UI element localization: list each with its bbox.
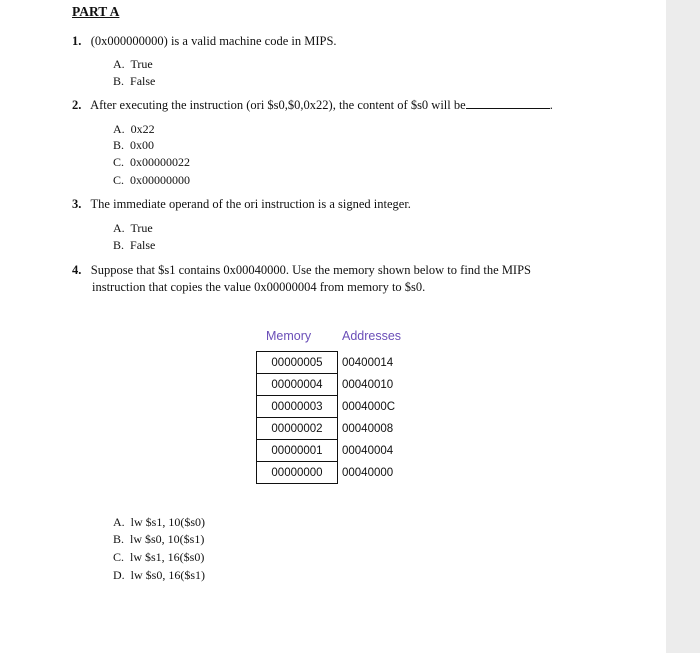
option [113,154,190,170]
question-number: 4. [72,263,82,277]
table-row [257,352,338,374]
option-text: 0x00000022 [130,155,191,169]
table-row [257,462,338,484]
option [113,531,204,547]
question-number: 3. [72,197,82,211]
option [113,549,204,565]
option-letter: D. [113,568,125,582]
address-label: 00040000 [342,467,394,479]
question-4 [72,262,531,278]
address-label: 00040008 [342,423,394,435]
option-letter: C. [113,155,125,169]
question-number: 2. [72,98,82,112]
memory-cell: 00000001 [257,440,338,462]
question-text: After executing the instruction (ori $s0,$0,0x22), the content of $s0 will be [90,98,466,112]
option-letter: A. [113,57,125,71]
addresses-header: Addresses [342,329,402,343]
option-letter: B. [113,238,125,252]
question-text: (0x000000000) is a valid machine code in MIPS. [90,34,337,48]
option [113,514,205,530]
option [113,220,153,236]
option [113,567,205,583]
memory-cell: 00000005 [257,352,338,374]
question-text: Suppose that $s1 contains 0x00040000. Use the memory shown below to find the MIPS [90,263,531,277]
memory-cell: 00000004 [257,374,338,396]
table-row [257,396,338,418]
question-text-end: . [549,98,553,112]
option-text: lw $s1, 16($s0) [130,550,205,564]
table-row [257,418,338,440]
question-1 [72,33,337,49]
option-text: True [130,221,153,235]
table-row [257,374,338,396]
memory-cell: 00000000 [257,462,338,484]
option [113,237,155,253]
memory-table [256,351,338,484]
question-2 [72,97,553,113]
option-text: 0x22 [130,122,155,136]
option [113,172,190,188]
page-edge-margin [666,0,700,653]
option-text: True [130,57,153,71]
address-label: 00040004 [342,445,394,457]
option-text: lw $s0, 10($s1) [130,532,205,546]
option-text: False [130,74,156,88]
question-number: 1. [72,34,82,48]
option-letter: A. [113,122,125,136]
question-text: The immediate operand of the ori instruction is a signed integer. [90,197,411,211]
question-3 [72,196,411,212]
memory-header: Memory [266,329,312,343]
option-text: lw $s1, 10($s0) [130,515,206,529]
answer-blank [466,97,550,109]
option-letter: A. [113,515,125,529]
memory-cell: 00000002 [257,418,338,440]
option-text: 0x00000000 [130,173,191,187]
option-letter: B. [113,532,125,546]
address-label: 00040010 [342,379,394,391]
address-label: 0004000C [342,401,396,413]
option-letter: B. [113,138,125,152]
option-text: 0x00 [130,138,155,152]
option-letter: C. [113,173,125,187]
memory-cell: 00000003 [257,396,338,418]
option [113,121,155,137]
option-letter: A. [113,221,125,235]
table-row [257,440,338,462]
question-4-continuation: instruction that copies the value 0x00000004 from memory to $s0. [92,280,426,294]
part-title: PART A [72,4,120,19]
address-label: 00400014 [342,357,394,369]
option-letter: B. [113,74,125,88]
option [113,137,154,153]
option-letter: C. [113,550,125,564]
option-text: False [130,238,156,252]
option [113,73,155,89]
option-text: lw $s0, 16($s1) [130,568,206,582]
option [113,56,153,72]
